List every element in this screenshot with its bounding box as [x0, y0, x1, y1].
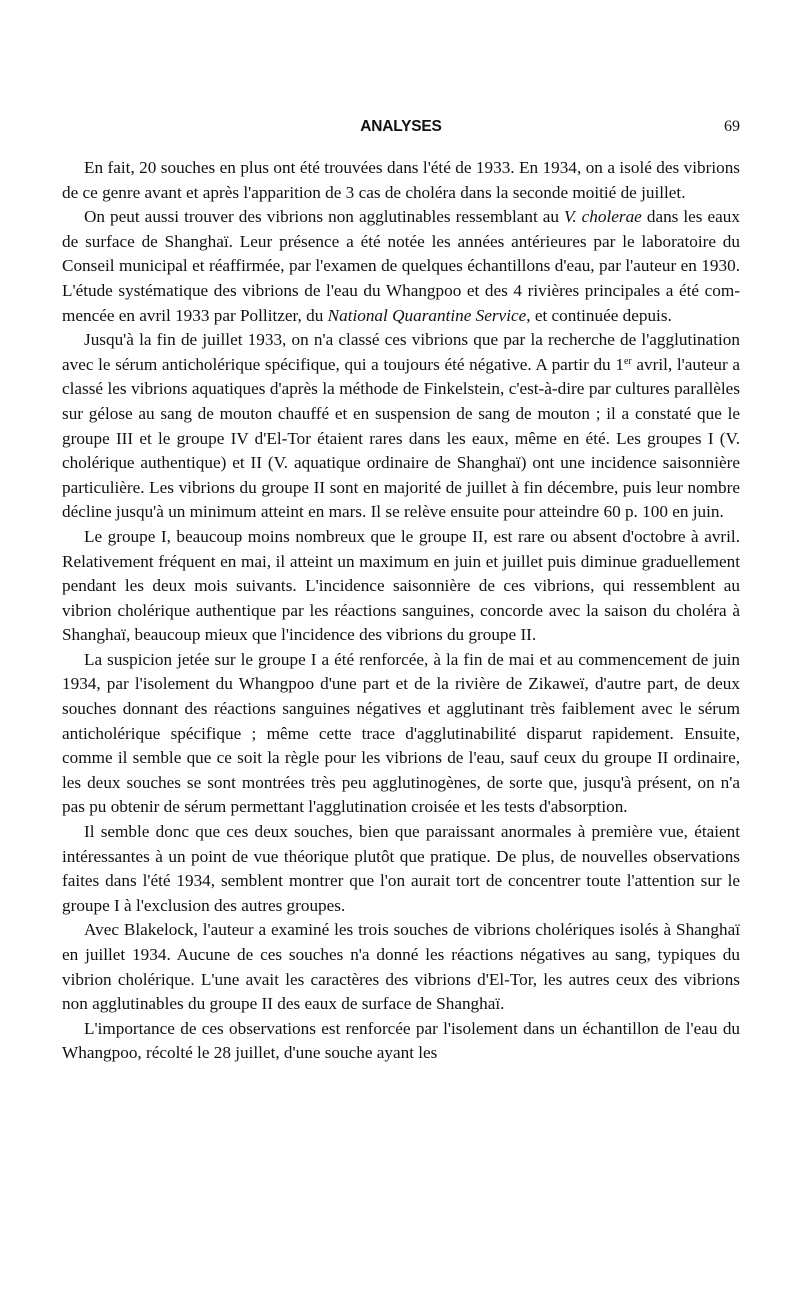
paragraph-5: La suspicion jetée sur le groupe I a été renforcée, à la fin de mai et au commencement de juin 1934, par l'isolement du Whangpoo d'une part et de la rivière de Zikaweï, d'autre part, de deux souches donnant des réactions sanguines négatives et agglutinant très faiblement avec le sérum anticholérique spécifique ; même cette trace d'agglutinabilité disparut rapidement. Ensuite, comme il semble que ce soit la règle pour les vibrions de l'eau, sauf ceux du groupe II ordinaire, les deux souches se sont montrées très peu agglutinogènes, de sorte que, jusqu'à présent, on n'a pas pu obtenir de sérum permettant l'agglutination croisée et les tests d'absorption.	[62, 649, 740, 817]
paragraph-8: L'importance de ces observations est renforcée par l'isolement dans un échantillon de l'eau du Whangpoo, récolté le 28 juillet, d'une souche ayant les	[62, 1018, 740, 1063]
page-number: 69	[724, 118, 740, 135]
body-text	[62, 156, 740, 1066]
paragraph-2-text-a: On peut aussi trouver des vibrions non agglutinables ressemblant au	[84, 207, 565, 227]
paragraph-2-text-c: dans les eaux de surface de Shanghaï. Leur présence a été notée les années antérieures par le laboratoire du Conseil municipal et réaffirmée, par l'examen de quelques échantillons d'eau, par l'auteur en 1930. L'étude systématique des vibrions de l'eau du Whangpoo et des 4 rivières principales a été commencée en avril 1933 par Pollitzer, du	[62, 207, 740, 325]
paragraph-7: Avec Blakelock, l'auteur a examiné les trois souches de vibrions cholériques isolés à Shanghaï en juillet 1934. Aucune de ces souches n'a donné les réactions négatives au sang, typiques du vibrion cholérique. L'une avait les caractères des vibrions d'El-Tor, les autres ceux des vibrions non agglutinables du groupe II des eaux de surface de Shanghaï.	[62, 920, 740, 1014]
paragraph-2	[62, 205, 740, 328]
species-name-italic: V. cholerae	[564, 207, 642, 227]
page-header	[62, 118, 740, 140]
paragraph-2-text-e: , et continuée depuis.	[526, 305, 672, 325]
ordinal-superscript: er	[623, 355, 632, 367]
running-head-title: ANALYSES	[360, 118, 442, 135]
paragraph-6: Il semble donc que ces deux souches, bien que paraissant anormales à première vue, étaient intéressantes à un point de vue théorique plutôt que pratique. De plus, de nouvelles observations faites dans l'été 1934, semblent montrer que l'on aurait tort de concentrer toute l'attention sur le groupe I à l'exclusion des autres groupes.	[62, 822, 740, 915]
organization-name-italic: National Quarantine Service	[327, 305, 527, 325]
paragraph-3-text-a: Jusqu'à la fin de juillet 1933, on n'a classé ces vibrions que par la recherche de l'agglutination avec le sérum anticholérique spécifique, qui a toujours été négative. A partir du 1	[62, 330, 740, 374]
paragraph-4: Le groupe I, beaucoup moins nombreux que le groupe II, est rare ou absent d'octobre à avril. Relativement fréquent en mai, il atteint un maximum en juin et juillet puis diminue graduellement pendant les deux mois suivants. L'incidence saisonnière de ces vibrions, qui ressemblent au vibrion cholérique authentique par les réactions sanguines, concorde avec la saison du choléra à Shanghaï, beaucoup mieux que l'incidence des vibrions du groupe II.	[62, 526, 740, 645]
paragraph-3	[62, 328, 740, 525]
paragraph-1: En fait, 20 souches en plus ont été trouvées dans l'été de 1933. En 1934, on a isolé des vibrions de ce genre avant et après l'apparition de 3 cas de choléra dans la seconde moitié de juillet.	[62, 158, 740, 202]
paragraph-3-text-b: avril, l'auteur a classé les vibrions aquatiques d'après la méthode de Finkelstein, c'est-à-dire par cultures parallèles sur gélose au sang de mouton chauffé et en suspension de sang de mouton ; il a constaté que le groupe III et le groupe IV d'El-Tor étaient rares dans les eaux, même en été. Les groupes I (V. cholérique authentique) et II (V. aquatique ordinaire de Shanghaï) ont une incidence saisonnière particulière. Les vibrions du groupe II sont en majorité de juillet à fin décembre, puis leur nombre décline jusqu'à un minimum atteint en mars. Il se relève ensuite pour atteindre 60 p. 100 en juin.	[62, 354, 740, 522]
